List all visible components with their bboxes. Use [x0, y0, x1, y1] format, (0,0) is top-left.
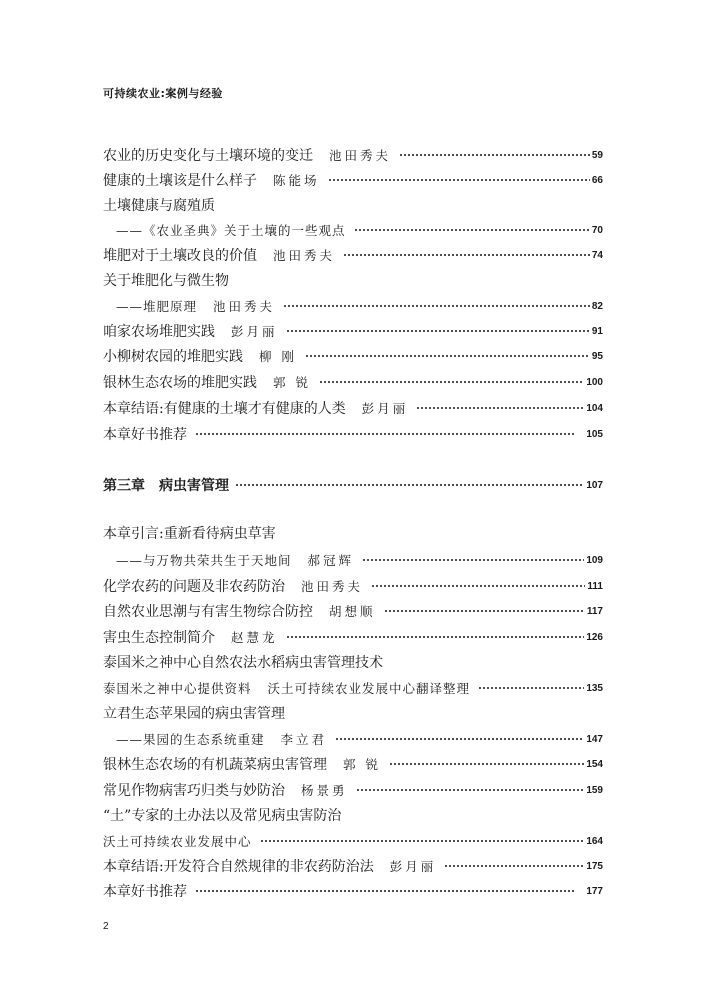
toc-entry	[103, 677, 603, 699]
entry-title: 堆肥对于土壤改良的价值	[103, 248, 257, 264]
entry-page: 147	[586, 733, 603, 745]
chapter-page: 107	[586, 479, 603, 491]
dot-leader	[444, 862, 584, 870]
entry-page: 126	[586, 631, 603, 643]
dot-leader	[343, 251, 590, 259]
toc-entry	[103, 194, 603, 216]
entry-author: 郝冠辉	[307, 553, 355, 568]
entry-author: 郭 锐	[343, 757, 381, 772]
toc-entry	[103, 804, 603, 826]
toc-entry	[103, 855, 603, 877]
entry-page: 66	[591, 174, 603, 186]
entry-author: 郭 锐	[273, 375, 311, 390]
entry-author: 彭月丽	[389, 859, 437, 874]
entry-author: 陈能场	[273, 173, 320, 188]
entry-page: 59	[591, 149, 603, 161]
entry-author: 赵慧龙	[231, 630, 278, 645]
entry-author: 彭月丽	[231, 324, 278, 339]
toc-entry	[103, 626, 603, 648]
entry-author: 沃土可持续农业发展中心翻译整理	[267, 681, 471, 696]
toc-entry	[103, 320, 603, 342]
toc-entry	[116, 295, 603, 317]
entry-title: 泰国米之神中心提供资料	[103, 681, 252, 696]
entry-title: 小柳树农园的堆肥实践	[103, 349, 243, 365]
entry-title: 本章好书推荐	[103, 427, 187, 443]
dot-leader	[416, 404, 584, 412]
entry-page: 82	[591, 300, 603, 312]
entry-page: 154	[586, 758, 603, 770]
toc-entry	[103, 169, 603, 191]
entry-page: 135	[586, 682, 603, 694]
entry-title: “土”专家的土办法以及常见病虫害防治	[103, 808, 342, 824]
dot-leader	[328, 176, 590, 184]
running-head: 可持续农业:案例与经验	[103, 87, 223, 100]
entry-title: ——与万物共荣共生于天地间	[116, 553, 292, 568]
entry-title: 本章结语:有健康的土壤才有健康的人类	[103, 401, 346, 417]
dot-leader	[356, 786, 585, 794]
entry-page: 74	[591, 249, 603, 261]
dot-leader	[286, 327, 590, 335]
toc-entry	[116, 219, 603, 241]
toc-entry	[103, 269, 603, 291]
toc-entry	[103, 397, 603, 419]
entry-page: 111	[587, 580, 603, 592]
entry-page: 164	[586, 835, 603, 847]
toc-entry	[103, 575, 603, 597]
dot-leader	[389, 760, 584, 768]
toc-entry	[103, 423, 603, 445]
entry-page: 109	[586, 554, 603, 566]
entry-title: 关于堆肥化与微生物	[103, 273, 229, 289]
toc-entry	[103, 371, 603, 393]
dot-leader	[235, 481, 584, 489]
dot-leader	[286, 633, 585, 641]
entry-title: 常见作物病害巧归类与妙防治	[103, 783, 285, 799]
chapter-heading	[103, 473, 603, 497]
entry-page: 104	[586, 402, 603, 414]
entry-title: 银林生态农场的堆肥实践	[103, 375, 257, 391]
dot-leader	[305, 352, 590, 360]
entry-author: 胡想顺	[329, 604, 376, 619]
entry-title: ——果园的生态系统重建	[116, 732, 265, 747]
dot-leader	[478, 684, 584, 692]
entry-title: 咱家农场堆肥实践	[103, 324, 215, 340]
entry-author: 池田秀夫	[329, 148, 392, 163]
entry-author: 彭月丽	[361, 401, 409, 416]
entry-author: 柳 刚	[259, 349, 297, 364]
page-number: 2	[103, 921, 109, 932]
dot-leader	[384, 607, 585, 615]
entry-title: 泰国米之神中心自然农法水稻病虫害管理技术	[103, 655, 383, 671]
chapter-title: 病虫害管理	[159, 478, 229, 494]
toc-entry	[103, 651, 603, 673]
chapter-label: 第三章	[103, 478, 145, 494]
toc-entry	[103, 753, 603, 775]
toc-entry	[103, 244, 603, 266]
dot-leader	[335, 735, 584, 743]
entry-page: 175	[586, 860, 603, 872]
entry-title: ——《农业圣典》关于土壤的一些观点	[116, 223, 346, 238]
toc-entry	[103, 600, 603, 622]
dot-leader	[260, 837, 585, 845]
entry-title: 化学农药的问题及非农药防治	[103, 579, 285, 595]
entry-author: 池田秀夫	[213, 299, 276, 314]
entry-title: ——堆肥原理	[116, 299, 198, 314]
dot-leader	[283, 302, 590, 310]
toc-entry	[116, 728, 603, 750]
toc-entry	[103, 345, 603, 367]
entry-author: 池田秀夫	[273, 248, 336, 263]
entry-title: 本章引言:重新看待病虫草害	[103, 526, 276, 542]
dot-leader	[195, 430, 574, 438]
toc-entry	[116, 549, 603, 571]
toc-entry	[103, 144, 603, 166]
entry-title: 土壤健康与腐殖质	[103, 198, 215, 214]
toc-entry	[103, 522, 603, 544]
toc-entry	[103, 779, 603, 801]
toc-entry	[103, 880, 603, 902]
entry-page: 95	[591, 350, 603, 362]
entry-title: 农业的历史变化与土壤环境的变迁	[103, 148, 313, 164]
entry-page: 117	[586, 605, 603, 617]
entry-author: 杨景勇	[301, 783, 348, 798]
entry-page: 177	[586, 885, 603, 897]
entry-title: 银林生态农场的有机蔬菜病虫害管理	[103, 757, 327, 773]
entry-page: 70	[591, 224, 603, 236]
toc-entry	[103, 702, 603, 724]
entry-author: 李立君	[280, 732, 328, 747]
entry-page: 91	[591, 325, 603, 337]
dot-leader	[195, 887, 574, 895]
dot-leader	[362, 556, 584, 564]
dot-leader	[354, 226, 590, 234]
entry-title: 健康的土壤该是什么样子	[103, 173, 257, 189]
entry-title: 自然农业思潮与有害生物综合防控	[103, 604, 313, 620]
entry-page: 100	[586, 376, 603, 388]
entry-author: 池田秀夫	[301, 579, 364, 594]
entry-title: 立君生态苹果园的病虫害管理	[103, 706, 285, 722]
entry-page: 159	[586, 784, 603, 796]
entry-title: 本章结语:开发符合自然规律的非农药防治法	[103, 859, 374, 875]
entry-page: 105	[586, 428, 603, 440]
entry-title: 本章好书推荐	[103, 884, 187, 900]
toc-entry	[103, 830, 603, 852]
dot-leader	[399, 151, 590, 159]
entry-title: 害虫生态控制简介	[103, 630, 215, 646]
dot-leader	[319, 378, 584, 386]
entry-title: 沃土可持续农业发展中心	[103, 834, 252, 849]
dot-leader	[371, 582, 585, 590]
